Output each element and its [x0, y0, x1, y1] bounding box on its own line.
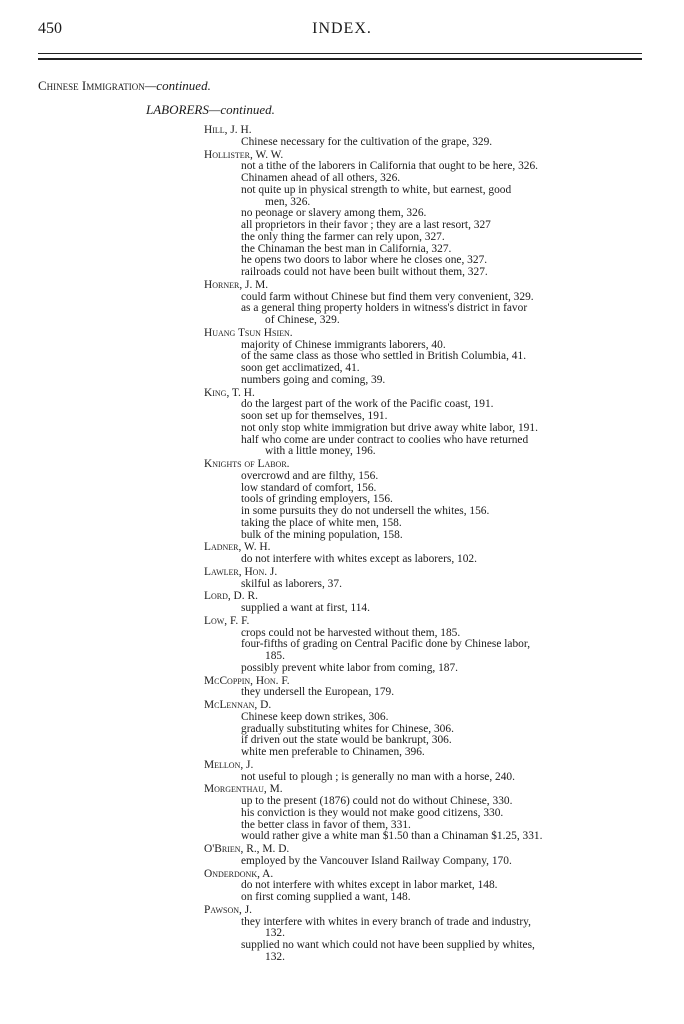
index-subentry: of the same class as those who settled in British Columbia, 41. — [241, 350, 527, 363]
index-subentry: if driven out the state would be bankrupt, 306. — [241, 734, 452, 747]
index-subentry: skilful as laborers, 37. — [241, 577, 342, 590]
index-subentry: his conviction is they would not make good citizens, 330. — [241, 806, 504, 819]
index-subentry: they undersell the European, 179. — [241, 686, 395, 699]
index-subentry-continuation: 132. — [265, 950, 285, 963]
index-subentry: would rather give a white man $1.50 than a Chinaman $1.25, 331. — [241, 830, 543, 843]
running-head: INDEX. — [312, 20, 372, 37]
index-entries — [0, 124, 684, 964]
index-subentry: soon get acclimatized, 41. — [241, 362, 360, 374]
index-entry-name: Horner, J. M. — [204, 278, 269, 291]
index-entry-name: Hollister, W. W. — [204, 148, 284, 161]
index-subentry: employed by the Vancouver Island Railway Company, 170. — [241, 854, 512, 867]
index-subentry-continuation: 132. — [265, 927, 285, 940]
section-continued: —continued. — [144, 78, 211, 93]
index-subentry-continuation: men, 326. — [265, 195, 311, 208]
index-subentry: supplied no want which could not have been supplied by whites, — [241, 939, 535, 951]
index-subentry: low standard of comfort, 156. — [241, 481, 377, 494]
index-subentry: not only stop white immigration but drive away white labor, 191. — [241, 421, 538, 434]
index-subentry: bulk of the mining population, 158. — [241, 528, 403, 541]
index-entry-name: Lord, D. R. — [204, 590, 258, 603]
header-rule-thin — [38, 53, 642, 54]
index-subentry: not quite up in physical strength to white, but earnest, good — [241, 183, 512, 196]
index-subentry-continuation: with a little money, 196. — [265, 445, 376, 458]
index-entry-name: Low, F. F. — [204, 614, 250, 627]
index-subentry: as a general thing property holders in witness's district in favor — [241, 302, 528, 315]
index-subentry: on first coming supplied a want, 148. — [241, 891, 411, 903]
index-subentry: do not interfere with whites except in labor market, 148. — [241, 879, 498, 892]
index-entry-name: Lawler, Hon. J. — [204, 565, 278, 578]
index-entry-name: O'Brien, R., M. D. — [204, 843, 290, 855]
index-subentry: do not interfere with whites except as laborers, 102. — [241, 553, 477, 565]
index-entry-name: Morgenthau, M. — [204, 783, 283, 796]
index-entry-name: Knights of Labor. — [204, 458, 290, 470]
index-subentry: taking the place of white men, 158. — [241, 516, 402, 529]
index-subentry: the only thing the farmer can rely upon, 327. — [241, 230, 445, 243]
index-subentry: four-fifths of grading on Central Pacific done by Chinese labor, — [241, 638, 531, 651]
index-subentry: soon set up for themselves, 191. — [241, 410, 388, 422]
index-subentry: all proprietors in their favor ; they are a last resort, 327 — [241, 219, 491, 231]
index-subentry: Chinamen ahead of all others, 326. — [241, 172, 401, 184]
index-subentry: gradually substituting whites for Chinese, 306. — [241, 722, 454, 735]
index-subentry: supplied a want at first, 114. — [241, 602, 370, 614]
index-subentry: do the largest part of the work of the Pacific coast, 191. — [241, 398, 494, 411]
index-entry-name: Ladner, W. H. — [204, 541, 271, 554]
index-subentry: tools of grinding employers, 156. — [241, 493, 393, 506]
index-subentry: he opens two doors to labor where he closes one, 327. — [241, 254, 488, 267]
index-subentry: crops could not be harvested without them, 185. — [241, 626, 461, 639]
index-subentry: possibly prevent white labor from coming, 187. — [241, 661, 459, 674]
index-subentry: overcrowd and are filthy, 156. — [241, 469, 379, 482]
index-subentry: in some pursuits they do not undersell the whites, 156. — [241, 505, 490, 517]
index-subentry: the Chinaman the best man in California, 327. — [241, 242, 452, 255]
index-subentry: not useful to plough ; is generally no man with a horse, 240. — [241, 770, 515, 783]
index-entry-name: Mellon, J. — [204, 758, 254, 771]
index-entry-name: Huang Tsun Hsien. — [204, 326, 293, 339]
index-entry-name: Pawson, J. — [204, 903, 253, 916]
index-entry-name: Onderdonk, A. — [204, 867, 274, 880]
index-entry-name: McCoppin, Hon. F. — [204, 674, 290, 687]
index-subentry: Chinese keep down strikes, 306. — [241, 710, 389, 723]
index-subentry: railroads could not have been built without them, 327. — [241, 266, 488, 278]
index-subentry: the better class in favor of them, 331. — [241, 818, 411, 831]
index-subentry: half who come are under contract to coolies who have returned — [241, 433, 529, 446]
index-subentry: they interfere with whites in every branch of trade and industry, — [241, 915, 531, 928]
index-subentry: Chinese necessary for the cultivation of the grape, 329. — [241, 135, 493, 148]
index-subentry: no peonage or slavery among them, 326. — [241, 207, 427, 220]
index-entry-name: McLennan, D. — [204, 699, 272, 711]
section-heading — [38, 78, 211, 94]
header-rule-thick — [38, 58, 642, 60]
section-title: Chinese Immigration — [38, 78, 145, 93]
index-entry-name: Hill, J. H. — [204, 124, 252, 136]
subsection-heading: LABORERS—continued. — [146, 102, 275, 117]
index-subentry: white men preferable to Chinamen, 396. — [241, 746, 425, 758]
index-subentry: majority of Chinese immigrants laborers, 40. — [241, 338, 446, 351]
index-entry-name: King, T. H. — [204, 386, 255, 399]
index-subentry: up to the present (1876) could not do without Chinese, 330. — [241, 795, 513, 807]
page-number: 450 — [38, 20, 62, 37]
index-subentry: not a tithe of the laborers in California that ought to be here, 326. — [241, 160, 539, 173]
index-subentry-continuation: of Chinese, 329. — [265, 314, 340, 326]
index-subentry-continuation: 185. — [265, 650, 285, 662]
index-subentry: could farm without Chinese but find them very convenient, 329. — [241, 290, 534, 303]
index-subentry: numbers going and coming, 39. — [241, 373, 386, 386]
